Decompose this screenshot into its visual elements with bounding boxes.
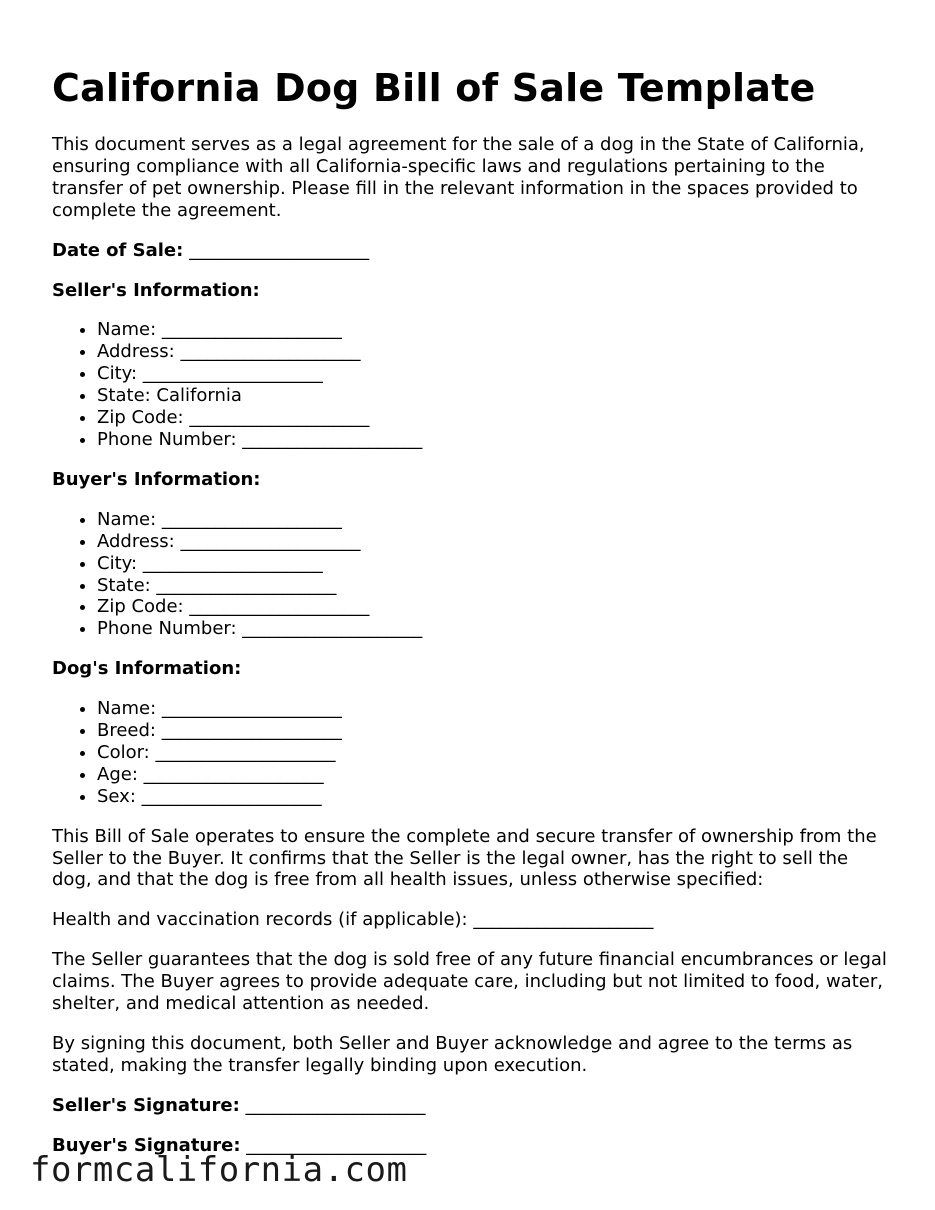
buyer-city-item: • City: ____________________ (97, 553, 892, 575)
buyer-zip-item: • Zip Code: ____________________ (97, 596, 892, 618)
seller-phone-item: • Phone Number: ____________________ (97, 429, 892, 451)
buyer-signature-blank: ____________________ (246, 1134, 427, 1156)
buyer-info-heading: Buyer's Information: (52, 468, 261, 490)
signing-paragraph: By signing this document, both Seller and Buyer acknowledge and agree to the terms as stated, making the transfer legally binding upon execution. (52, 1033, 853, 1076)
health-records-line: Health and vaccination records (if applicable): ____________________ (52, 909, 654, 931)
dog-sex-item: • Sex: ____________________ (97, 786, 892, 808)
date-of-sale-line (52, 240, 892, 262)
date-of-sale-blank: ____________________ (189, 239, 370, 261)
intro-paragraph: This document serves as a legal agreement for the sale of a dog in the State of California, ensuring compliance with all California-specific laws and regulations pertaining to the transfer of pet ownership. Please fill in the relevant information in the spaces provided to complete the agreement. (52, 134, 865, 221)
seller-zip-item: • Zip Code: ____________________ (97, 407, 892, 429)
buyer-name-item: • Name: ____________________ (97, 509, 892, 531)
seller-city-item: • City: ____________________ (97, 363, 892, 385)
seller-signature-blank: ____________________ (245, 1094, 426, 1116)
buyer-address-item: • Address: ____________________ (97, 531, 892, 553)
buyer-info-list (52, 509, 892, 640)
seller-info-list (52, 319, 892, 450)
seller-address-item: • Address: ____________________ (97, 341, 892, 363)
page-title: California Dog Bill of Sale Template (52, 66, 816, 110)
guarantee-paragraph: The Seller guarantees that the dog is sold free of any future financial encumbrances or legal claims. The Buyer agrees to provide adequate care, including but not limited to food, water, shelter, and medical attention as needed. (52, 949, 887, 1015)
dog-color-item: • Color: ____________________ (97, 742, 892, 764)
seller-info-heading: Seller's Information: (52, 279, 260, 301)
ownership-paragraph: This Bill of Sale operates to ensure the complete and secure transfer of ownership from the Seller to the Buyer. It confirms that the Seller is the legal owner, has the right to sell the dog, and that the dog is free from all health issues, unless otherwise specified: (52, 825, 877, 891)
seller-state-item: • State: California (97, 385, 892, 407)
dog-info-heading: Dog's Information: (52, 658, 242, 680)
seller-signature-line (52, 1095, 892, 1117)
date-of-sale-label: Date of Sale: (52, 239, 184, 261)
seller-name-item: • Name: ____________________ (97, 319, 892, 341)
buyer-signature-label: Buyer's Signature: (52, 1134, 241, 1156)
buyer-phone-item: • Phone Number: ____________________ (97, 618, 892, 640)
dog-name-item: • Name: ____________________ (97, 698, 892, 720)
site-watermark: formcalifornia.com (30, 1150, 408, 1190)
document-page (52, 62, 892, 1175)
dog-breed-item: • Breed: ____________________ (97, 720, 892, 742)
dog-info-list (52, 698, 892, 808)
dog-age-item: • Age: ____________________ (97, 764, 892, 786)
buyer-state-item: • State: ____________________ (97, 575, 892, 597)
seller-signature-label: Seller's Signature: (52, 1094, 240, 1116)
